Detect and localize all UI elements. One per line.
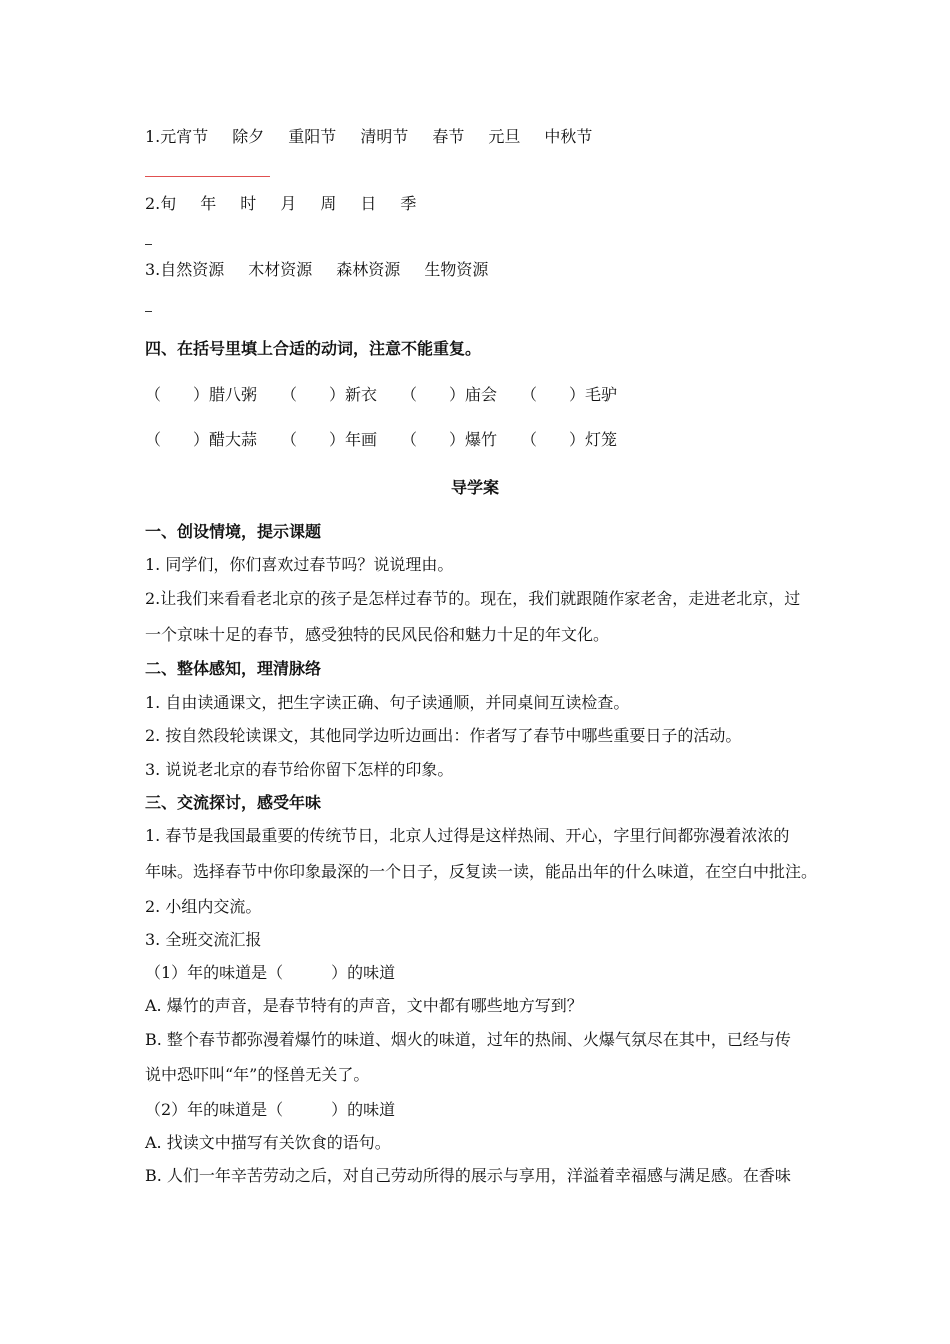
answer-line bbox=[145, 244, 152, 245]
group-number: 1. bbox=[145, 127, 161, 146]
question: （1）年的味道是（ ）的味道 bbox=[145, 963, 396, 982]
fill-item: （ ）新衣 bbox=[281, 385, 378, 404]
word: 时 bbox=[240, 194, 257, 213]
fill-item: （ ）灯笼 bbox=[521, 430, 618, 449]
word: 重阳节 bbox=[288, 127, 337, 146]
word: 森林资源 bbox=[336, 260, 401, 279]
word-group-3 bbox=[145, 260, 512, 280]
word: 季 bbox=[400, 194, 417, 213]
answer-line bbox=[145, 176, 270, 177]
plan-title: 导学案 bbox=[450, 478, 499, 497]
section-2-heading: 二、整体感知，理清脉络 bbox=[145, 659, 322, 678]
paragraph: 年味。选择春节中你印象最深的一个日子，反复读一读，能品出年的什么味道，在空白中批注。 bbox=[145, 862, 818, 881]
paragraph: 一个京味十足的春节，感受独特的民风民俗和魅力十足的年文化。 bbox=[145, 625, 610, 644]
fill-item: （ ）腊八粥 bbox=[145, 385, 258, 404]
word: 自然资源 bbox=[160, 260, 225, 279]
paragraph: 2. 小组内交流。 bbox=[145, 897, 262, 916]
group-number: 2. bbox=[145, 194, 161, 213]
fill-item: （ ）庙会 bbox=[401, 385, 498, 404]
word: 除夕 bbox=[232, 127, 265, 146]
paragraph: A. 找读文中描写有关饮食的语句。 bbox=[145, 1133, 391, 1152]
word: 春节 bbox=[432, 127, 465, 146]
word: 旬 bbox=[160, 194, 177, 213]
section-1-heading: 一、创设情境，提示课题 bbox=[145, 522, 322, 541]
section-4-heading: 四、在括号里填上合适的动词，注意不能重复。 bbox=[145, 339, 482, 358]
word: 月 bbox=[280, 194, 297, 213]
word-group-1 bbox=[145, 127, 616, 147]
word: 周 bbox=[320, 194, 337, 213]
paragraph: B. 整个春节都弥漫着爆竹的味道、烟火的味道，过年的热闹、火爆气氛尽在其中，已经与传 bbox=[145, 1030, 791, 1049]
word: 年 bbox=[200, 194, 217, 213]
paragraph: 1. 同学们，你们喜欢过春节吗？说说理由。 bbox=[145, 555, 454, 574]
paragraph: 说中恐吓叫“年”的怪兽无关了。 bbox=[145, 1065, 370, 1084]
paragraph: A. 爆竹的声音，是春节特有的声音，文中都有哪些地方写到？ bbox=[145, 996, 583, 1015]
word: 生物资源 bbox=[424, 260, 489, 279]
paragraph: 1. 自由读通课文，把生字读正确、句子读通顺，并同桌间互读检查。 bbox=[145, 693, 630, 712]
paragraph: B. 人们一年辛苦劳动之后，对自己劳动所得的展示与享用，洋溢着幸福感与满足感。在香味 bbox=[145, 1166, 791, 1185]
paragraph: 1. 春节是我国最重要的传统节日，北京人过得是这样热闹、开心，字里行间都弥漫着浓浓的 bbox=[145, 826, 790, 845]
fill-item: （ ）年画 bbox=[281, 430, 378, 449]
word: 木材资源 bbox=[248, 260, 313, 279]
word: 元旦 bbox=[488, 127, 521, 146]
answer-line bbox=[145, 311, 152, 312]
word: 元宵节 bbox=[160, 127, 209, 146]
paragraph: 3. 说说老北京的春节给你留下怎样的印象。 bbox=[145, 760, 454, 779]
fill-row-2 bbox=[145, 430, 641, 450]
group-number: 3. bbox=[145, 260, 161, 279]
paragraph: 3. 全班交流汇报 bbox=[145, 930, 262, 949]
paragraph: 2. 按自然段轮读课文，其他同学边听边画出：作者写了春节中哪些重要日子的活动。 bbox=[145, 726, 742, 745]
section-3-heading: 三、交流探讨，感受年味 bbox=[145, 793, 322, 812]
paragraph: 2.让我们来看看老北京的孩子是怎样过春节的。现在，我们就跟随作家老舍，走进老北京，过 bbox=[145, 589, 801, 608]
word-group-2 bbox=[145, 194, 440, 214]
fill-row-1 bbox=[145, 385, 641, 405]
fill-item: （ ）醋大蒜 bbox=[145, 430, 258, 449]
word: 中秋节 bbox=[544, 127, 593, 146]
word: 清明节 bbox=[360, 127, 409, 146]
word: 日 bbox=[360, 194, 377, 213]
fill-item: （ ）爆竹 bbox=[401, 430, 498, 449]
question: （2）年的味道是（ ）的味道 bbox=[145, 1100, 396, 1119]
fill-item: （ ）毛驴 bbox=[521, 385, 618, 404]
